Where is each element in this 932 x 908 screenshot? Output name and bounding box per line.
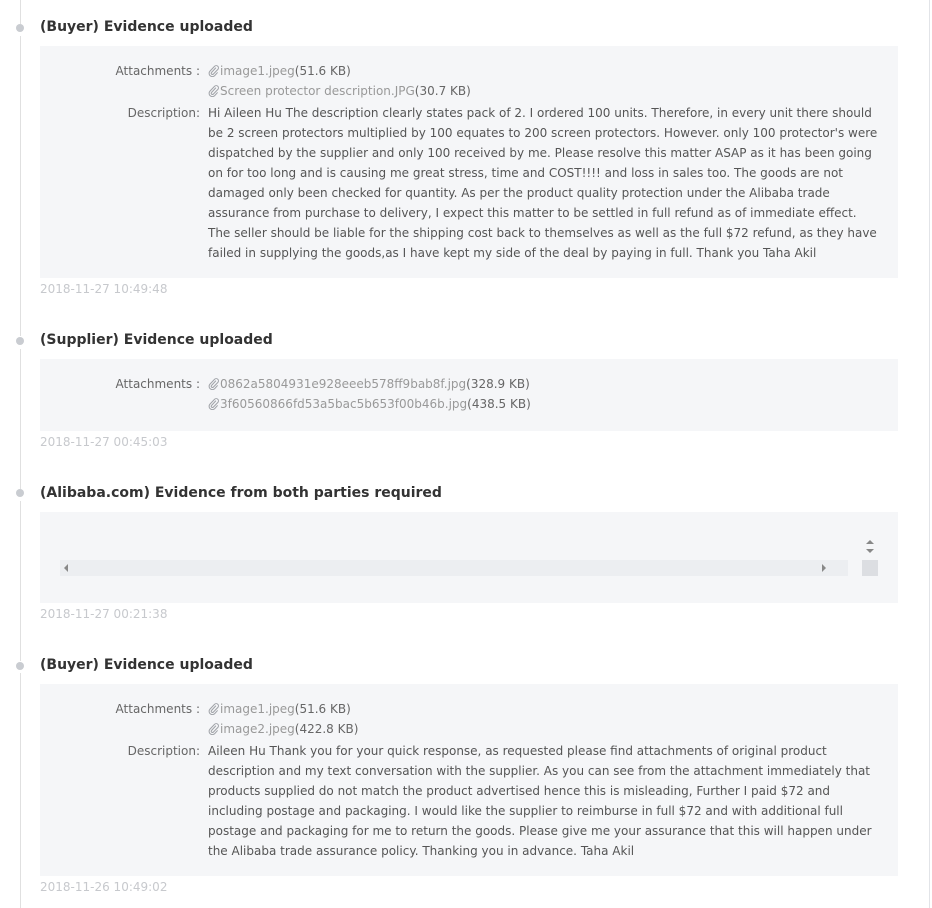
scroll-up-arrow-icon[interactable]	[866, 540, 874, 544]
description-text: Aileen Hu Thank you for your quick response, as requested please find attachments of original product description and my text conversation with the supplier. As you can see from the attachment immediately that products supplied do not match the product advertised hence this is misleading, Further I paid $72 and including postage and packaging. I would like the supplier to reimburse in full $72 and with additional full postage and packaging for me to return the goods. Please give me your assurance that this will happen under the Alibaba trade assurance policy. Thanking you in advance. Taha Akil	[208, 744, 872, 858]
paperclip-icon	[208, 723, 219, 735]
entry-timestamp: 2018-11-26 10:49:02	[40, 880, 168, 894]
horizontal-scrollbar[interactable]	[60, 560, 848, 576]
evidence-box	[40, 46, 898, 278]
timeline-line	[20, 673, 21, 908]
attachment-size: (51.6 KB)	[294, 64, 351, 78]
paperclip-icon	[208, 378, 219, 390]
timeline-dot	[16, 662, 24, 670]
attachment-link[interactable]: image1.jpeg	[220, 702, 295, 716]
attachments-label: Attachments :	[115, 64, 200, 78]
attachment-item	[208, 699, 878, 719]
description-label: Description:	[127, 744, 200, 758]
paperclip-icon	[208, 398, 219, 410]
description-text: Hi Aileen Hu The description clearly states pack of 2. I ordered 100 units. Therefore, in every unit there should be 2 screen protectors multiplied by 100 equates to 200 screen protectors. However. only 100 protector's were dispatched by the supplier and only 100 received by me. Please resolve this matter ASAP as it has been going on for too long and is causing me great stress, time and COST!!!! and loss in sales too. The goods are not damaged only been checked for quantity. As per the product quality protection under the Alibaba trade assurance from purchase to delivery, I expect this matter to be settled in full refund as of immediate effect. The seller should be liable for the shipping cost back to themselves as well as the full $72 refund, as they have failed in supplying the goods,as I have kept my side of the deal by paying in full. Thank you Taha Akil	[208, 106, 878, 260]
attachment-item	[208, 61, 878, 81]
right-border	[929, 0, 930, 908]
attachments-list	[208, 699, 878, 739]
attachments-label: Attachments :	[115, 377, 200, 391]
attachments-label: Attachments :	[115, 702, 200, 716]
paperclip-icon	[208, 703, 219, 715]
scroll-left-arrow-icon[interactable]	[64, 564, 68, 572]
scroll-right-arrow-icon[interactable]	[822, 564, 826, 572]
entry-timestamp: 2018-11-27 00:45:03	[40, 435, 168, 449]
attachment-size: (422.8 KB)	[294, 722, 359, 736]
entry-title: (Supplier) Evidence uploaded	[40, 332, 273, 348]
entry-timestamp: 2018-11-27 00:21:38	[40, 607, 168, 621]
entry-title: (Buyer) Evidence uploaded	[40, 19, 253, 35]
timeline-line	[20, 36, 21, 336]
attachment-item	[208, 719, 878, 739]
attachment-link[interactable]: image2.jpeg	[220, 722, 295, 736]
paperclip-icon	[208, 85, 219, 97]
attachment-link[interactable]: image1.jpeg	[220, 64, 295, 78]
paperclip-icon	[208, 65, 219, 77]
entry-title: (Alibaba.com) Evidence from both parties required	[40, 485, 442, 501]
timeline-line	[20, 349, 21, 489]
entry-title: (Buyer) Evidence uploaded	[40, 657, 253, 673]
attachment-link[interactable]: Screen protector description.JPG	[220, 84, 415, 98]
attachment-size: (30.7 KB)	[414, 84, 471, 98]
timeline-dot	[16, 24, 24, 32]
attachments-list	[208, 374, 878, 414]
scrollbar-corner	[862, 560, 878, 576]
attachment-item	[208, 394, 878, 414]
attachment-size: (438.5 KB)	[467, 397, 531, 411]
evidence-box	[40, 684, 898, 876]
timeline-line	[20, 0, 21, 24]
attachment-link[interactable]: 0862a5804931e928eeeb578ff9bab8f.jpg	[220, 377, 467, 391]
attachment-size: (51.6 KB)	[294, 702, 351, 716]
attachment-size: (328.9 KB)	[466, 377, 530, 391]
description-label: Description:	[127, 106, 200, 120]
attachments-list	[208, 61, 878, 101]
attachment-link[interactable]: 3f60560866fd53a5bac5b653f00b46b.jpg	[220, 397, 468, 411]
timeline-dot	[16, 489, 24, 497]
scroll-down-arrow-icon[interactable]	[866, 549, 874, 553]
attachment-item	[208, 81, 878, 101]
entry-timestamp: 2018-11-27 10:49:48	[40, 282, 168, 296]
timeline-line	[20, 501, 21, 661]
vertical-scrollbar[interactable]	[862, 538, 878, 576]
timeline-dot	[16, 337, 24, 345]
evidence-box	[40, 512, 898, 603]
attachment-item	[208, 374, 878, 394]
evidence-box	[40, 359, 898, 431]
